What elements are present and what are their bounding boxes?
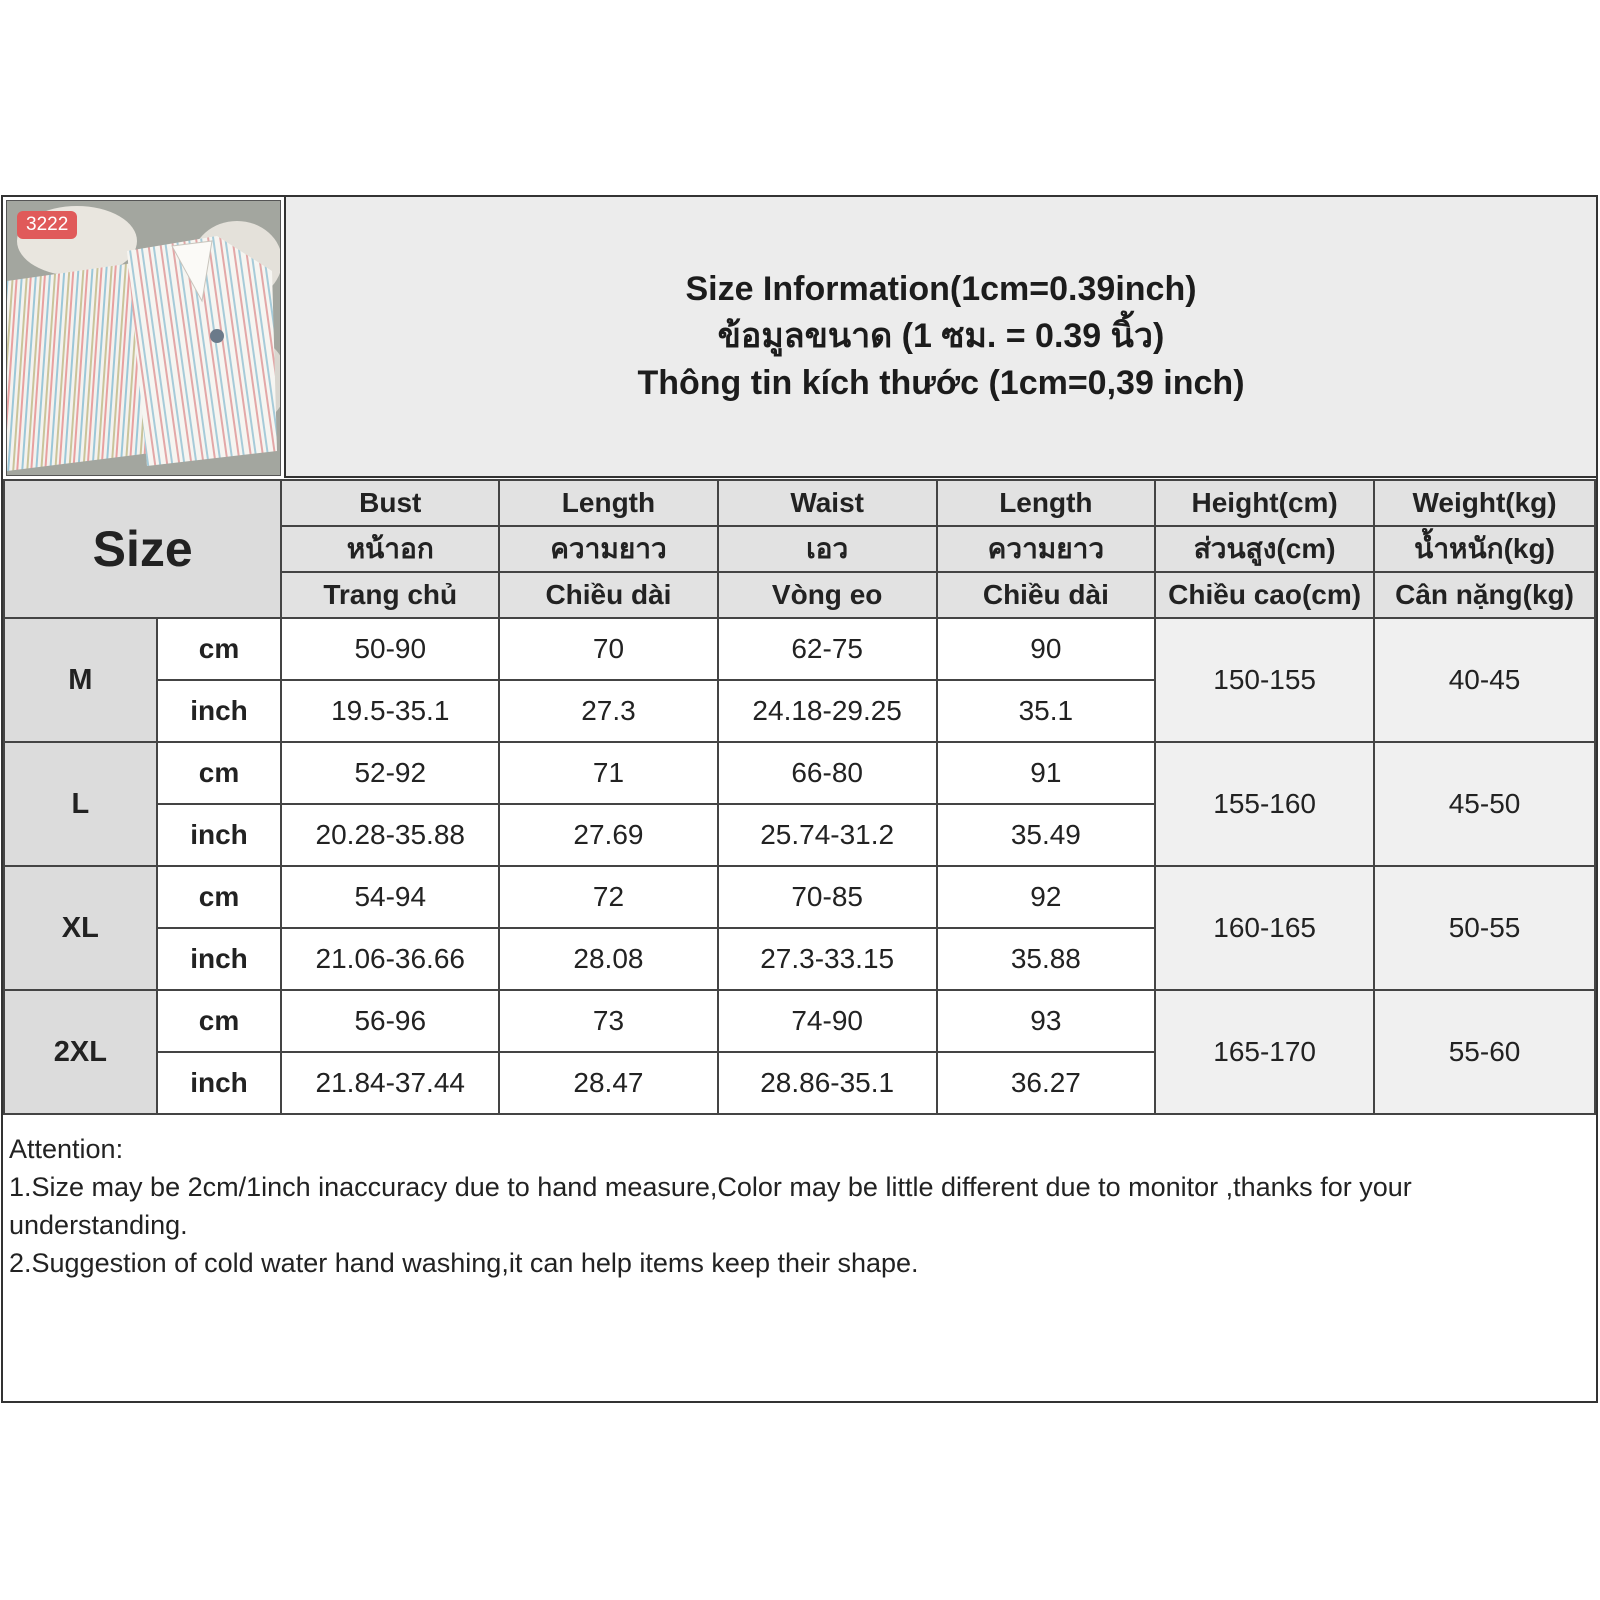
measure-cell: 20.28-35.88 [281, 804, 499, 866]
column-header-en: Weight(kg) [1374, 480, 1595, 526]
table-row [4, 618, 1595, 680]
measure-cell: 35.49 [937, 804, 1156, 866]
title-panel [284, 197, 1596, 478]
column-header-vi: Trang chủ [281, 572, 499, 618]
column-header-en: Length [937, 480, 1156, 526]
measure-cell: 90 [937, 618, 1156, 680]
column-header-en: Length [499, 480, 718, 526]
measure-cell: 27.3 [499, 680, 718, 742]
column-header-vi: Chiều dài [499, 572, 718, 618]
size-chart-sheet [1, 195, 1598, 1403]
measure-cell: 35.88 [937, 928, 1156, 990]
measure-cell: 70 [499, 618, 718, 680]
measure-cell: 19.5-35.1 [281, 680, 499, 742]
notes-heading: Attention: [9, 1134, 124, 1164]
column-header-th: ความยาว [937, 526, 1156, 572]
measure-cell: 93 [937, 990, 1156, 1052]
measure-cell: 73 [499, 990, 718, 1052]
unit-label: inch [157, 1052, 282, 1114]
unit-label: inch [157, 680, 282, 742]
height-cell: 160-165 [1155, 866, 1374, 990]
measure-cell: 21.06-36.66 [281, 928, 499, 990]
measure-cell: 74-90 [718, 990, 937, 1052]
measure-cell: 27.69 [499, 804, 718, 866]
measure-cell: 56-96 [281, 990, 499, 1052]
title-english: Size Information(1cm=0.39inch) [685, 270, 1197, 308]
note-line-1: 1.Size may be 2cm/1inch inaccuracy due to hand measure,Color may be little different due to monitor ,thanks for your understanding. [9, 1172, 1412, 1240]
size-label: XL [4, 866, 157, 990]
measure-cell: 66-80 [718, 742, 937, 804]
column-header-vi: Vòng eo [718, 572, 937, 618]
measure-cell: 91 [937, 742, 1156, 804]
table-row [4, 990, 1595, 1052]
unit-label: cm [157, 990, 282, 1052]
measure-cell: 50-90 [281, 618, 499, 680]
measure-cell: 72 [499, 866, 718, 928]
column-header-th: หน้าอก [281, 526, 499, 572]
measure-cell: 52-92 [281, 742, 499, 804]
size-header: Size [4, 480, 281, 618]
measure-cell: 54-94 [281, 866, 499, 928]
column-header-vi: Chiều dài [937, 572, 1156, 618]
weight-cell: 55-60 [1374, 990, 1595, 1114]
weight-cell: 50-55 [1374, 866, 1595, 990]
measure-cell: 71 [499, 742, 718, 804]
column-header-th: น้ำหนัก(kg) [1374, 526, 1595, 572]
column-header-vi: Cân nặng(kg) [1374, 572, 1595, 618]
product-photo [6, 200, 281, 476]
column-header-th: ส่วนสูง(cm) [1155, 526, 1374, 572]
table-row [4, 866, 1595, 928]
measure-cell: 21.84-37.44 [281, 1052, 499, 1114]
unit-label: cm [157, 742, 282, 804]
measure-cell: 28.47 [499, 1052, 718, 1114]
size-label: 2XL [4, 990, 157, 1114]
measure-cell: 28.08 [499, 928, 718, 990]
column-header-vi: Chiều cao(cm) [1155, 572, 1374, 618]
measure-cell: 70-85 [718, 866, 937, 928]
measure-cell: 36.27 [937, 1052, 1156, 1114]
title-thai: ข้อมูลขนาด (1 ซม. = 0.39 นิ้ว) [717, 317, 1165, 355]
table-row [4, 742, 1595, 804]
weight-cell: 40-45 [1374, 618, 1595, 742]
unit-label: inch [157, 804, 282, 866]
unit-label: cm [157, 618, 282, 680]
weight-cell: 45-50 [1374, 742, 1595, 866]
measure-cell: 25.74-31.2 [718, 804, 937, 866]
height-cell: 155-160 [1155, 742, 1374, 866]
unit-label: cm [157, 866, 282, 928]
size-table [3, 479, 1596, 1115]
striped-pajama-image [7, 201, 281, 476]
note-line-2: 2.Suggestion of cold water hand washing,it can help items keep their shape. [9, 1248, 919, 1278]
column-header-en: Waist [718, 480, 937, 526]
measure-cell: 27.3-33.15 [718, 928, 937, 990]
measure-cell: 35.1 [937, 680, 1156, 742]
measure-cell: 24.18-29.25 [718, 680, 937, 742]
column-header-en: Bust [281, 480, 499, 526]
attention-notes [3, 1128, 1596, 1284]
size-label: M [4, 618, 157, 742]
unit-label: inch [157, 928, 282, 990]
height-cell: 165-170 [1155, 990, 1374, 1114]
measure-cell: 28.86-35.1 [718, 1052, 937, 1114]
product-code-badge: 3222 [17, 211, 77, 239]
measure-cell: 62-75 [718, 618, 937, 680]
size-label: L [4, 742, 157, 866]
column-header-th: ความยาว [499, 526, 718, 572]
title-vietnamese: Thông tin kích thước (1cm=0,39 inch) [637, 364, 1245, 402]
column-header-th: เอว [718, 526, 937, 572]
column-header-en: Height(cm) [1155, 480, 1374, 526]
height-cell: 150-155 [1155, 618, 1374, 742]
measure-cell: 92 [937, 866, 1156, 928]
header-row-en [4, 480, 1595, 526]
